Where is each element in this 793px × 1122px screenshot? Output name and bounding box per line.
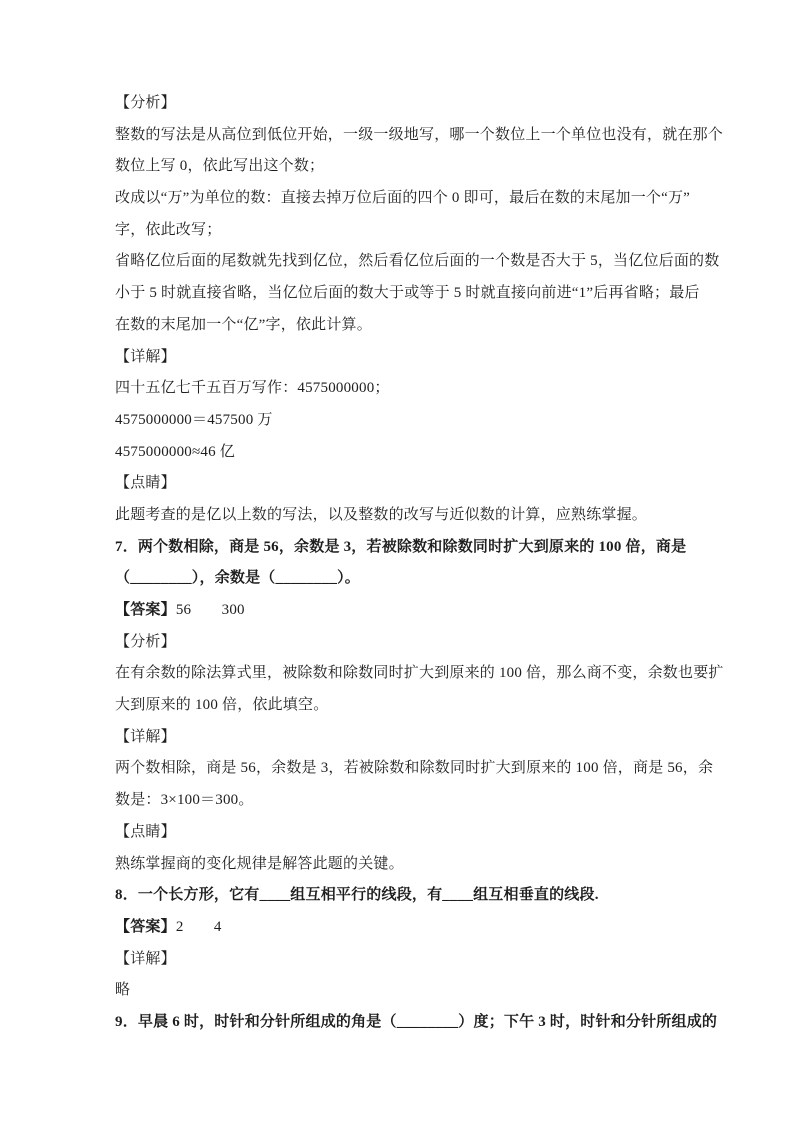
q6-tip-header: 【点睛】	[115, 475, 176, 492]
document-content	[115, 88, 724, 1039]
q6-detail-line-1: 四十五亿七千五百万写作：4575000000；	[115, 380, 390, 397]
answer-value: 56 300	[175, 602, 245, 618]
q6-analysis-line-5: 省略亿位后面的尾数就先找到亿位，然后看亿位后面的一个数是否大于 5，当亿位后面的数	[115, 253, 720, 270]
q7-detail-line-1: 两个数相除，商是 56，余数是 3，若被除数和除数同时扩大到原来的 100 倍，商是 56，余	[115, 760, 714, 777]
q7-analysis-line-2: 大到原来的 100 倍，依此填空。	[115, 697, 329, 714]
q6-detail-line-3: 4575000000≈46 亿	[115, 443, 235, 460]
q8-detail-line-1: 略	[115, 982, 131, 999]
q7-tip-line-1: 熟练掌握商的变化规律是解答此题的关键。	[115, 855, 404, 872]
q6-analysis-line-3: 改成以“万”为单位的数：直接去掉万位后面的四个 0 即可，最后在数的末尾加一个“万”	[115, 190, 691, 207]
q7-analysis-line-1: 在有余数的除法算式里，被除数和除数同时扩大到原来的 100 倍，那么商不变，余数也要扩	[115, 665, 724, 682]
q8-question-line-1: 8．一个长方形，它有____组互相平行的线段，有____组互相垂直的线段.	[115, 887, 599, 904]
q7-question-line-1: 7．两个数相除，商是 56，余数是 3，若被除数和除数同时扩大到原来的 100 倍，商是	[115, 538, 687, 555]
q6-detail-header: 【详解】	[115, 348, 176, 365]
q8-answer-line	[115, 912, 721, 944]
q8-detail-header: 【详解】	[115, 950, 176, 967]
q6-analysis-line-6: 小于 5 时就直接省略，当亿位后面的数大于或等于 5 时就直接向前进“1”后再省略；最后	[115, 285, 700, 302]
q7-analysis-header: 【分析】	[115, 633, 176, 650]
answer-label: 【答案】	[115, 602, 176, 618]
q6-analysis-line-7: 在数的末尾加一个“亿”字，依此计算。	[115, 316, 372, 333]
q6-analysis-line-4: 字，依此改写；	[115, 221, 222, 238]
q6-detail-line-2: 4575000000＝457500 万	[115, 411, 273, 428]
q7-question-line-2: （________），余数是（________）。	[115, 570, 361, 587]
answer-value: 2 4	[175, 918, 222, 935]
q7-tip-header: 【点睛】	[115, 823, 176, 840]
q6-analysis-line-2: 数位上写 0，依此写出这个数；	[115, 158, 325, 175]
q9-question-line-1: 9．早晨 6 时，时针和分针所组成的角是（________）度；下午 3 时，时针和分针所组成的	[115, 1013, 718, 1030]
answer-label: 【答案】	[115, 918, 176, 935]
q6-tip-line-1: 此题考查的是亿以上数的写法，以及整数的改写与近似数的计算，应熟练掌握。	[115, 506, 648, 523]
q6-analysis-header: 【分析】	[115, 95, 176, 111]
q7-detail-line-2: 数是：3×100＝300。	[115, 792, 254, 809]
q7-detail-header: 【详解】	[115, 728, 176, 745]
q7-answer-line	[115, 595, 721, 627]
q6-analysis-line-1: 整数的写法是从高位到低位开始，一级一级地写，哪一个数位上一个单位也没有，就在那个	[115, 126, 724, 143]
